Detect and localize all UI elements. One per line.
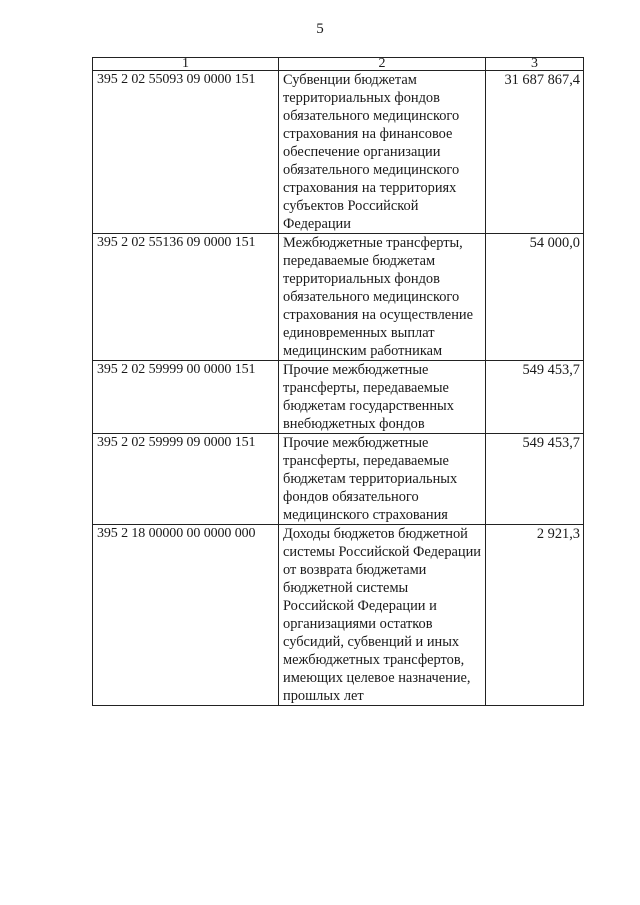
- table-row: [93, 525, 584, 706]
- row-amount: 54 000,0: [486, 234, 584, 361]
- row-code: 395 2 02 59999 09 0000 151: [93, 434, 279, 525]
- row-amount: 549 453,7: [486, 361, 584, 434]
- table-header-row: [93, 58, 584, 71]
- row-name: Межбюджетные трансферты, передаваемые бюджетам территориальных фондов обязательного медицинского страхования на осуществление единовременных выплат медицинским работникам: [279, 234, 486, 361]
- row-name: Прочие межбюджетные трансферты, передаваемые бюджетам территориальных фондов обязательного медицинского страхования: [279, 434, 486, 525]
- budget-revenue-table: [92, 57, 584, 706]
- table-row: [93, 234, 584, 361]
- row-code: 395 2 18 00000 00 0000 000: [93, 525, 279, 706]
- table-row: [93, 71, 584, 234]
- row-code: 395 2 02 55093 09 0000 151: [93, 71, 279, 234]
- row-amount: 549 453,7: [486, 434, 584, 525]
- row-name: Прочие межбюджетные трансферты, передаваемые бюджетам государственных внебюджетных фондов: [279, 361, 486, 434]
- row-amount: 31 687 867,4: [486, 71, 584, 234]
- page-number: 5: [316, 21, 324, 37]
- row-name: Субвенции бюджетам территориальных фондов обязательного медицинского страхования на финансовое обеспечение организации обязательного медицинского страхования на территориях субъектов Российской Федерации: [279, 71, 486, 234]
- column-header-amount: 3: [486, 58, 584, 71]
- row-code: 395 2 02 59999 00 0000 151: [93, 361, 279, 434]
- row-amount: 2 921,3: [486, 525, 584, 706]
- row-name: Доходы бюджетов бюджетной системы Российской Федерации от возврата бюджетами бюджетной системы Российской Федерации и организациями остатков субсидий, субвенций и иных межбюджетных трансфертов, имеющих целевое назначение, прошлых лет: [279, 525, 486, 706]
- column-header-name: 2: [279, 58, 486, 71]
- row-code: 395 2 02 55136 09 0000 151: [93, 234, 279, 361]
- table-row: [93, 361, 584, 434]
- table-row: [93, 434, 584, 525]
- column-header-code: 1: [93, 58, 279, 71]
